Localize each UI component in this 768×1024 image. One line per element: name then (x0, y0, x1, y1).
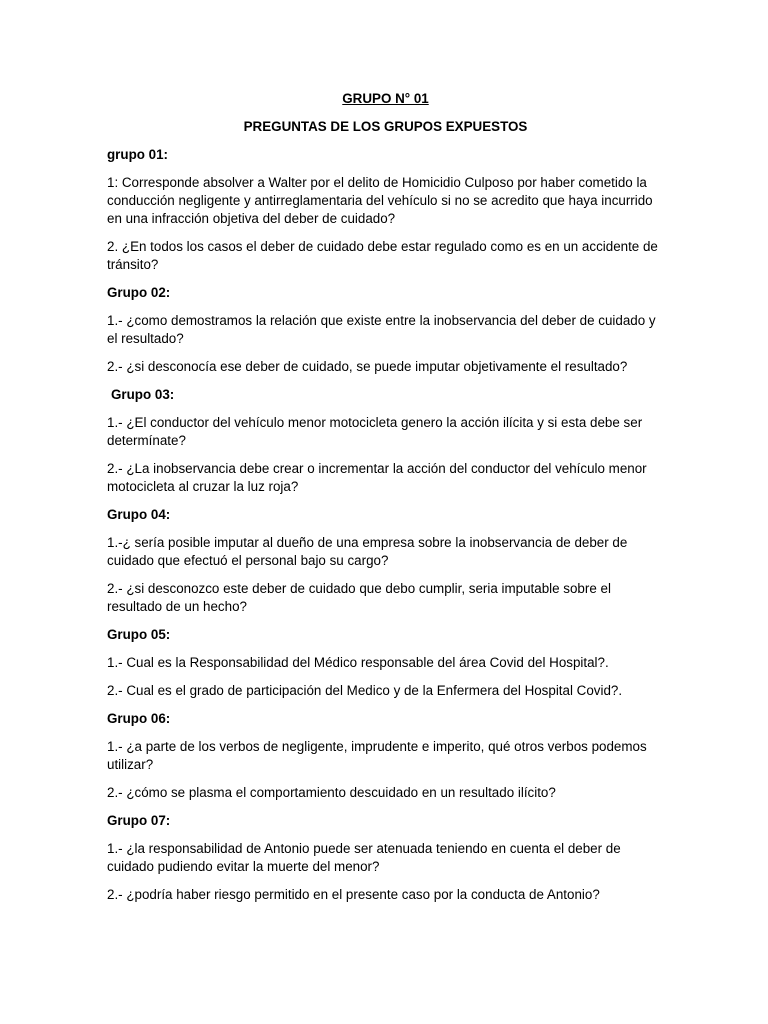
document-title: GRUPO N° 01 (342, 91, 429, 106)
group-1-question-2: 2. ¿En todos los casos el deber de cuidado debe estar regulado como es en un accidente de tránsito? (107, 239, 658, 272)
document-subtitle: PREGUNTAS DE LOS GRUPOS EXPUESTOS (243, 119, 528, 134)
group-7-question-1: 1.- ¿la responsabilidad de Antonio puede ser atenuada teniendo en cuenta el deber de cuidado pudiendo evitar la muerte del menor? (107, 841, 621, 874)
group-4-question-2: 2.- ¿si desconozco este deber de cuidado que debo cumplir, seria imputable sobre el resultado de un hecho? (107, 581, 611, 614)
group-2-section (107, 284, 664, 376)
group-6-section (107, 710, 664, 802)
group-1-section (107, 146, 664, 274)
group-1-question-1: 1: Corresponde absolver a Walter por el delito de Homicidio Culposo por haber cometido la conducción negligente y antirreglamentaria del vehículo si no se acredito que haya incurrido en una infracción objetiva del deber de cuidado? (107, 175, 653, 226)
group-heading: Grupo 04: (107, 507, 171, 522)
group-5-question-2: 2.- Cual es el grado de participación del Medico y de la Enfermera del Hospital Covid?. (107, 683, 623, 698)
group-heading: Grupo 07: (107, 813, 171, 828)
group-heading: Grupo 03: (111, 387, 175, 402)
group-3-question-2: 2.- ¿La inobservancia debe crear o incrementar la acción del conductor del vehículo menor motocicleta al cruzar la luz roja? (107, 461, 647, 494)
group-heading: Grupo 05: (107, 627, 171, 642)
group-7-section (107, 812, 664, 904)
group-2-question-1: 1.- ¿como demostramos la relación que existe entre la inobservancia del deber de cuidado y el resultado? (107, 313, 656, 346)
group-6-question-2: 2.- ¿cómo se plasma el comportamiento descuidado en un resultado ilícito? (107, 785, 556, 800)
group-4-section (107, 506, 664, 616)
group-3-question-1: 1.- ¿El conductor del vehículo menor motocicleta genero la acción ilícita y si esta debe ser determínate? (107, 415, 643, 448)
group-5-question-1: 1.- Cual es la Responsabilidad del Médico responsable del área Covid del Hospital?. (107, 655, 609, 670)
group-7-question-2: 2.- ¿podría haber riesgo permitido en el presente caso por la conducta de Antonio? (107, 887, 600, 902)
group-heading: Grupo 06: (107, 711, 171, 726)
group-5-section (107, 626, 664, 700)
group-2-question-2: 2.- ¿si desconocía ese deber de cuidado, se puede imputar objetivamente el resultado? (107, 359, 628, 374)
group-heading: Grupo 02: (107, 285, 171, 300)
group-6-question-1: 1.- ¿a parte de los verbos de negligente, imprudente e imperito, qué otros verbos podemos utilizar? (107, 739, 647, 772)
group-3-section (107, 386, 664, 496)
group-4-question-1: 1.-¿ sería posible imputar al dueño de una empresa sobre la inobservancia de deber de cuidado que efectuó el personal bajo su cargo? (107, 535, 628, 568)
group-heading: grupo 01: (107, 147, 169, 162)
